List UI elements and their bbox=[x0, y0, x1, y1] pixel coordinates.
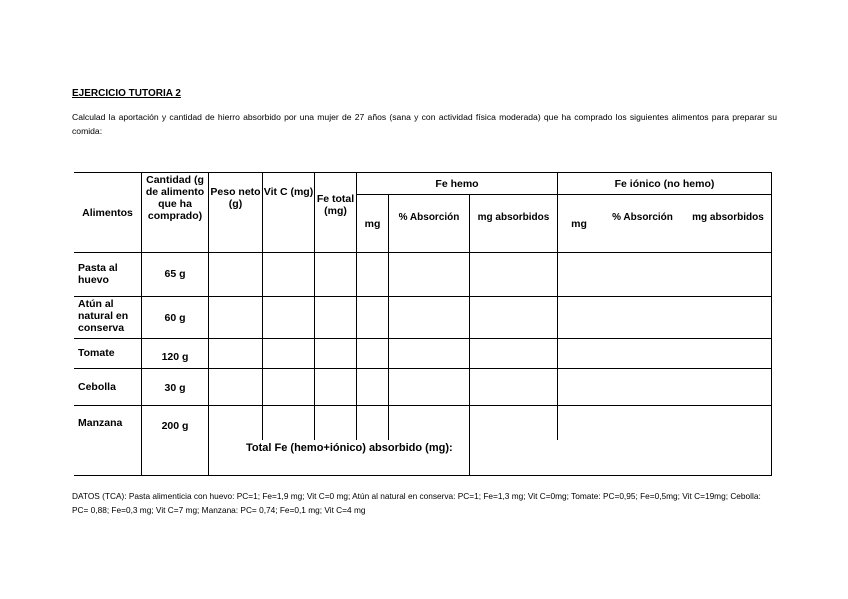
total-fe-label: Total Fe (hemo+iónico) absorbido (mg): bbox=[246, 442, 453, 454]
header-hemo-mg: mg bbox=[364, 218, 381, 230]
row-manzana-cantidad: 200 g bbox=[161, 420, 189, 432]
header-hemo-mg-absorbidos: mg absorbidos bbox=[477, 212, 550, 223]
row-pasta-alimento: Pasta al huevo bbox=[78, 262, 118, 286]
exercise-intro: Calculad la aportación y cantidad de hierro absorbido por una mujer de 27 años (sana y con actividad física moderada) que ha comprado los siguientes alimentos para preparar su comida: bbox=[72, 112, 777, 136]
row-atun-cantidad: 60 g bbox=[164, 312, 186, 324]
datos-tca: DATOS (TCA): Pasta alimenticia con huevo: PC=1; Fe=1,9 mg; Vit C=0 mg; Atún al natural en conserva: PC=1; Fe=1,3 mg; Vit C=0mg; Tomate: PC=0,95; Fe=0,5mg; Vit C=19mg; Cebolla: PC= 0,88; Fe=0,3 mg; Vit C=7 mg; Manzana: PC= 0,74; Fe=0,1 mg; Vit C=4 mg bbox=[72, 491, 761, 515]
header-peso-neto: Peso neto (g) bbox=[210, 186, 261, 210]
header-fe-total: Fe total (mg) bbox=[316, 193, 355, 217]
row-pasta-cantidad: 65 g bbox=[164, 268, 186, 280]
header-alimentos: Alimentos bbox=[82, 207, 133, 219]
row-atun-alimento: Atún al natural en conserva bbox=[78, 298, 129, 334]
header-fe-hemo: Fe hemo bbox=[435, 178, 479, 190]
header-ionico-mg-absorbidos: mg absorbidos bbox=[692, 212, 764, 223]
row-cebolla-cantidad: 30 g bbox=[164, 382, 186, 394]
header-ionico-pct-absorcion: % Absorción bbox=[612, 212, 673, 223]
row-manzana-alimento: Manzana bbox=[78, 417, 123, 429]
row-cebolla-alimento: Cebolla bbox=[78, 381, 116, 393]
row-tomate-cantidad: 120 g bbox=[161, 351, 189, 363]
row-tomate-alimento: Tomate bbox=[78, 347, 115, 359]
header-vit-c: Vit C (mg) bbox=[263, 186, 314, 198]
header-ionico-mg: mg bbox=[571, 218, 587, 230]
header-hemo-pct-absorcion: % Absorción bbox=[398, 212, 460, 223]
header-cantidad: Cantidad (g de alimento que ha comprado) bbox=[145, 174, 205, 222]
header-fe-ionico: Fe iónico (no hemo) bbox=[614, 178, 715, 190]
exercise-heading: EJERCICIO TUTORIA 2 bbox=[72, 88, 181, 99]
